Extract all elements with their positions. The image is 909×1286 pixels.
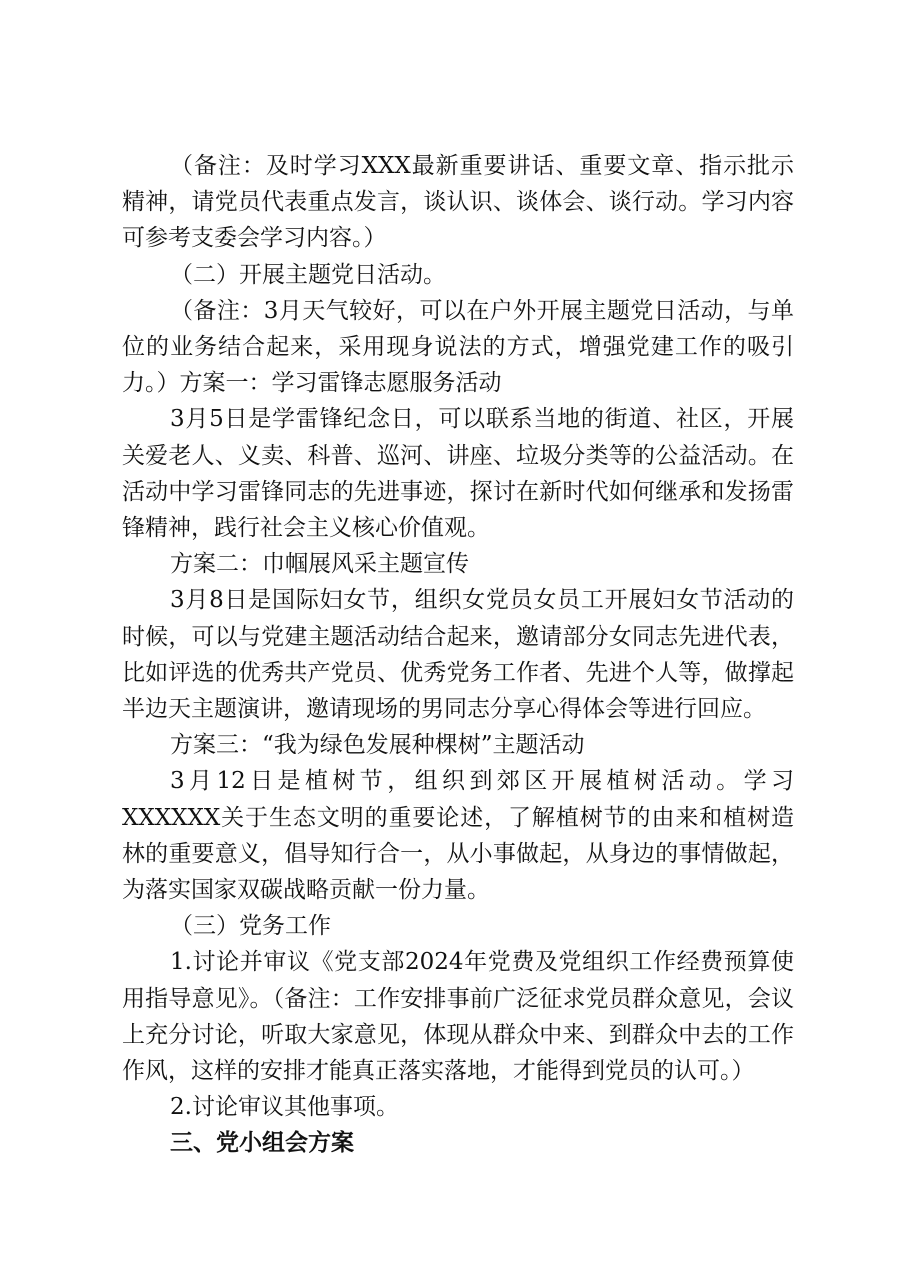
paragraph-leifeng-day: 3月5日是学雷锋纪念日，可以联系当地的街道、社区，开展关爱老人、义卖、科普、巡河、讲座、垃圾分类等的公益活动。在活动中学习雷锋同志的先进事迹，探讨在新时代如何继承和发扬雷锋精神，践行社会主义核心价值观。	[122, 406, 794, 542]
paragraph-plan-three-title: 方案三：“我为绿色发展种棵树”主题活动	[170, 732, 585, 759]
paragraph-womens-day: 3月8日是国际妇女节，组织女党员女员工开展妇女节活动的时候，可以与党建主题活动结合起来，邀请部分女同志先进代表，比如评选的优秀共产党员、优秀党务工作者、先进个人等，做撑起半边天主题演讲，邀请现场的男同志分享心得体会等进行回应。	[122, 587, 794, 723]
paragraph-item-two: 2.讨论审议其他事项。	[170, 1094, 399, 1121]
paragraph-subheading-party-affairs: （三）党务工作	[170, 913, 331, 940]
paragraph-remark-study: （备注：及时学习XXX最新重要讲话、重要文章、指示批示精神，请党员代表重点发言，谈认识、谈体会、谈行动。学习内容可参考支委会学习内容。）	[122, 153, 794, 252]
paragraph-plan-two-title: 方案二：巾帼展风采主题宣传	[170, 551, 469, 578]
paragraph-remark-outdoor: （备注：3月天气较好，可以在户外开展主题党日活动，与单位的业务结合起来，采用现身说法的方式，增强党建工作的吸引力。）方案一：学习雷锋志愿服务活动	[122, 297, 794, 397]
document-page	[122, 148, 794, 1162]
section-heading: 三、党小组会方案	[170, 1130, 354, 1157]
paragraph-item-one: 1.讨论并审议《党支部2024年党费及党组织工作经费预算使用指导意见》。（备注：工作安排事前广泛征求党员群众意见，会议上充分讨论，听取大家意见，体现从群众中来、到群众中去的工作作风，这样的安排才能真正落实落地，才能得到党员的认可。）	[122, 949, 794, 1085]
paragraph-subheading-theme-day: （二）开展主题党日活动。	[170, 261, 446, 288]
paragraph-arbor-day: 3月12日是植树节，组织到郊区开展植树活动。学习XXXXXX关于生态文明的重要论述，了解植树节的由来和植树造林的重要意义，倡导知行合一，从小事做起，从身边的事情做起，为落实国家双碳战略贡献一份力量。	[122, 768, 794, 904]
